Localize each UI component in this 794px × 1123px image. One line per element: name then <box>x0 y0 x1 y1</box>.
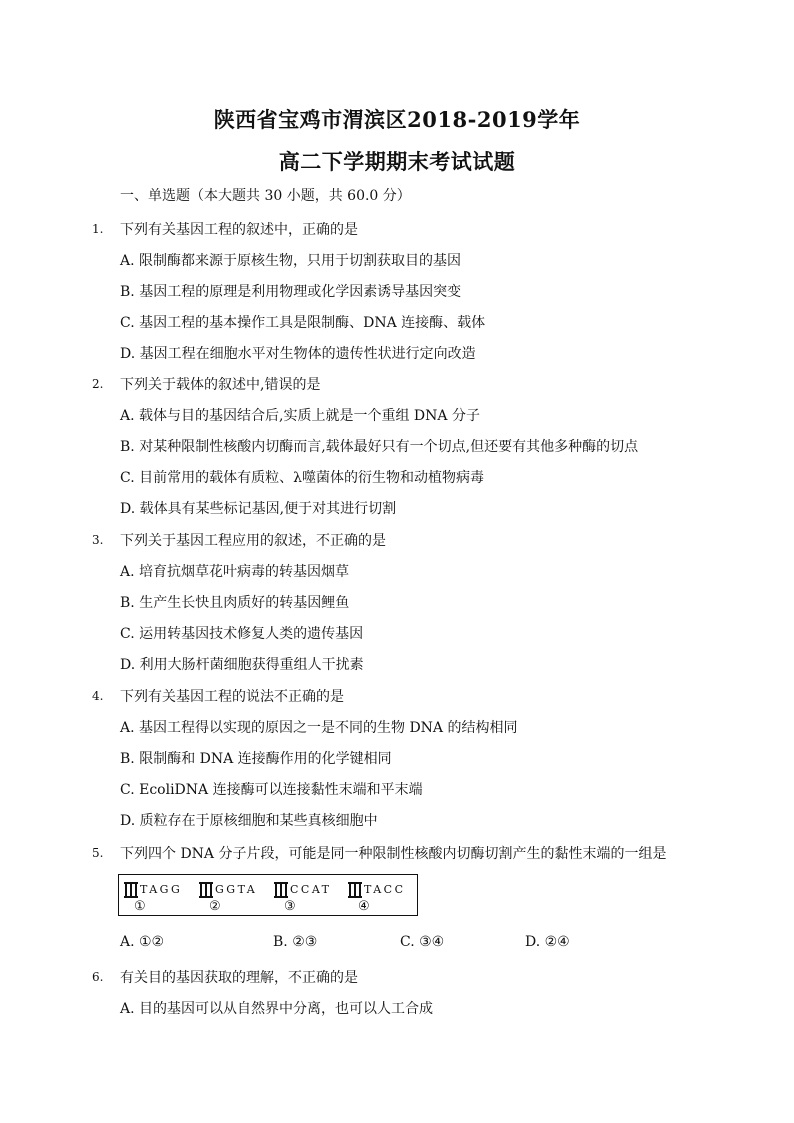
section-heading: 一、单选题（本大题共 30 小题，共 60.0 分） <box>120 188 411 204</box>
question-2-option-a: A. 载体与目的基因结合后,实质上就是一个重组 DNA 分子 <box>120 408 480 424</box>
question-5-stem: 下列四个 DNA 分子片段，可能是同一种限制性核酸内切酶切割产生的黏性末端的一组是 <box>120 846 667 862</box>
fragment-label: ③ <box>284 899 296 914</box>
question-4-option-c: C. EcoliDNA 连接酶可以连接黏性末端和平末端 <box>120 782 423 798</box>
document-title-line1: 陕西省宝鸡市渭滨区2018-2019学年 <box>213 107 581 132</box>
question-2-option-d: D. 载体具有某些标记基因,便于对其进行切割 <box>120 501 397 517</box>
question-3-option-a: A. 培育抗烟草花叶病毒的转基因烟草 <box>120 564 350 580</box>
question-2-option-b: B. 对某种限制性核酸内切酶而言,载体最好只有一个切点,但还要有其他多种酶的切点 <box>120 439 639 455</box>
question-2-stem: 下列关于载体的叙述中,错误的是 <box>120 377 321 393</box>
question-6-option-a: A. 目的基因可以从自然界中分离，也可以人工合成 <box>120 1001 434 1017</box>
question-4-stem: 下列有关基因工程的说法不正确的是 <box>120 689 344 705</box>
question-3-option-c: C. 运用转基因技术修复人类的遗传基因 <box>120 626 364 642</box>
dna-fragment-3 <box>272 879 344 913</box>
question-6-stem: 有关目的基因获取的理解，不正确的是 <box>120 970 358 986</box>
question-4-option-a: A. 基因工程得以实现的原因之一是不同的生物 DNA 的结构相同 <box>120 720 518 736</box>
dna-fragment-2 <box>197 879 269 913</box>
fragment-label: ② <box>209 899 221 914</box>
question-1-option-d: D. 基因工程在细胞水平对生物体的遗传性状进行定向改造 <box>120 346 476 362</box>
question-5-option-b: B. ②③ <box>273 934 318 950</box>
question-1-option-c: C. 基因工程的基本操作工具是限制酶、DNA 连接酶、载体 <box>120 315 486 331</box>
fragment-bars-icon <box>348 882 362 898</box>
question-1-stem: 下列有关基因工程的叙述中，正确的是 <box>120 222 358 238</box>
question-4-number: 4. <box>92 689 104 703</box>
question-1-option-b: B. 基因工程的原理是利用物理或化学因素诱导基因突变 <box>120 284 462 300</box>
question-2-option-c: C. 目前常用的载体有质粒、λ噬菌体的衍生物和动植物病毒 <box>120 470 484 486</box>
dna-fragment-1 <box>122 879 194 913</box>
question-5-option-c: C. ③④ <box>400 934 445 950</box>
question-3-option-b: B. 生产生长快且肉质好的转基因鲤鱼 <box>120 595 350 611</box>
question-4-option-b: B. 限制酶和 DNA 连接酶作用的化学键相同 <box>120 751 392 767</box>
fragment-sequence: GGTA <box>215 883 258 896</box>
fragment-bars-icon <box>124 882 138 898</box>
fragment-label: ④ <box>358 899 370 914</box>
fragment-sequence: CCAT <box>290 883 332 896</box>
fragment-bars-icon <box>274 882 288 898</box>
fragment-sequence: TAGG <box>140 883 183 896</box>
question-5-option-d: D. ②④ <box>525 934 570 950</box>
question-3-stem: 下列关于基因工程应用的叙述，不正确的是 <box>120 533 386 549</box>
question-4-option-d: D. 质粒存在于原核细胞和某些真核细胞中 <box>120 813 378 829</box>
question-3-number: 3. <box>92 533 104 547</box>
dna-fragment-4 <box>346 879 418 913</box>
question-5-number: 5. <box>92 846 104 860</box>
question-1-option-a: A. 限制酶都来源于原核生物，只用于切割获取目的基因 <box>120 253 462 269</box>
question-5-option-a: A. ①② <box>120 934 165 950</box>
fragment-sequence: TACC <box>364 883 406 896</box>
question-2-number: 2. <box>92 377 104 391</box>
question-6-number: 6. <box>92 970 104 984</box>
dna-fragments-figure <box>118 874 418 916</box>
document-title-line2: 高二下学期期末考试试题 <box>278 149 516 174</box>
question-3-option-d: D. 利用大肠杆菌细胞获得重组人干扰素 <box>120 657 364 673</box>
fragment-bars-icon <box>199 882 213 898</box>
question-1-number: 1. <box>92 222 104 236</box>
fragment-label: ① <box>134 899 146 914</box>
